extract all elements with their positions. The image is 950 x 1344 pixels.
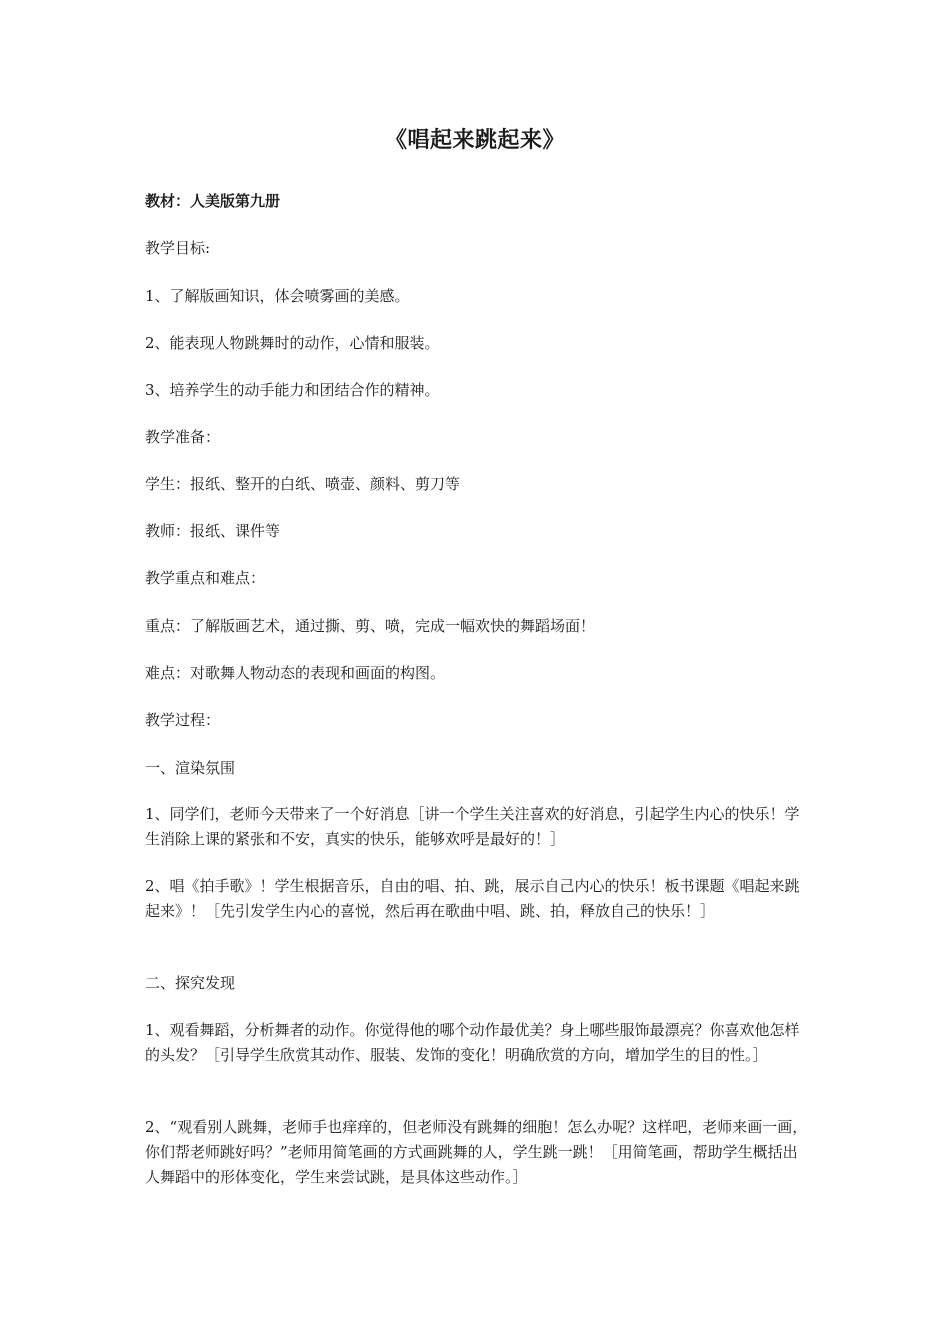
material-line: 教材：人美版第九册: [145, 192, 281, 210]
preparation-heading: 教学准备：: [145, 428, 221, 446]
keypoints-heading: 教学重点和难点：: [145, 569, 266, 587]
objective-item: 1、了解版画知识，体会喷雾画的美感。: [145, 287, 410, 305]
section2-item: 2、“观看别人跳舞，老师手也痒痒的，但老师没有跳舞的细胞！怎么办呢？这样吧，老师来画一画，你们帮老师跳好吗？”老师用简笔画的方式画跳舞的人，学生跳一跳！［用简笔画，帮助学生概括出人舞蹈中的形体变化，学生来尝试跳，是具体这些动作。］: [145, 1118, 808, 1186]
process-heading: 教学过程：: [145, 711, 221, 729]
objective-item: 3、培养学生的动手能力和团结合作的精神。: [145, 381, 440, 399]
objectives-heading: 教学目标:: [145, 239, 211, 257]
keypoint-line: 重点：了解版画艺术，通过撕、剪、喷，完成一幅欢快的舞蹈场面！: [145, 617, 596, 635]
section2-item: 1、观看舞蹈，分析舞者的动作。你觉得他的哪个动作最优美？身上哪些服饰最漂亮？你喜欢他怎样的头发？［引导学生欣赏其动作、服装、发饰的变化！明确欣赏的方向，增加学生的目的性。］: [145, 1021, 800, 1064]
section1-heading: 一、渲染氛围: [145, 759, 236, 777]
preparation-teacher: 教师：报纸、课件等: [145, 522, 281, 540]
preparation-student: 学生：报纸、整开的白纸、喷壶、颜料、剪刀等: [145, 475, 461, 493]
document-title: 《唱起来跳起来》: [384, 128, 565, 153]
objective-item: 2、能表现人物跳舞时的动作，心情和服装。: [145, 334, 440, 352]
difficulty-line: 难点：对歌舞人物动态的表现和画面的构图。: [145, 664, 446, 682]
section1-item: 2、唱《拍手歌》！学生根据音乐，自由的唱、拍、跳，展示自己内心的快乐！板书课题《唱起来跳起来》！［先引发学生内心的喜悦，然后再在歌曲中唱、跳、拍，释放自己的快乐！］: [145, 877, 800, 920]
section2-heading: 二、探究发现: [145, 974, 236, 992]
section1-item: 1、同学们，老师今天带来了一个好消息［讲一个学生关注喜欢的好消息，引起学生内心的快乐！学生消除上课的紧张和不安，真实的快乐，能够欢呼是最好的！］: [145, 805, 800, 848]
